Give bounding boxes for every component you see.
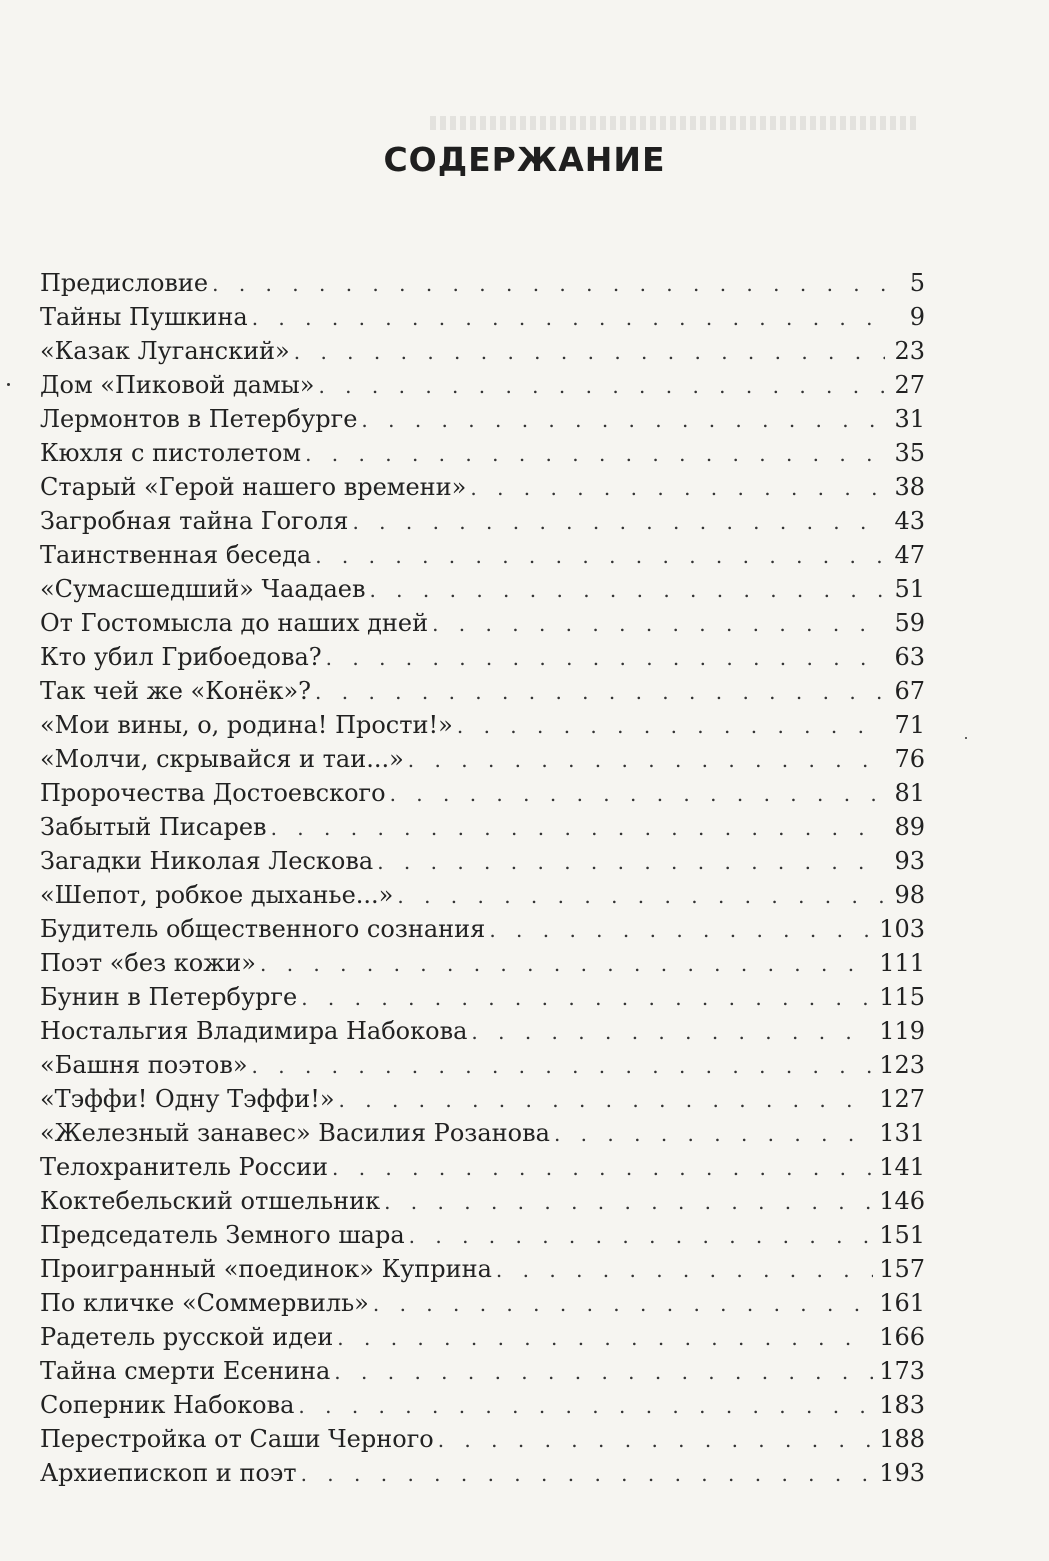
toc-entry-page: 23 <box>894 337 925 365</box>
toc-entry-page: 9 <box>909 303 925 331</box>
toc-entry-title: «Сумасшедший» Чаадаев <box>40 575 366 603</box>
toc-entry-title: Коктебельский отшельник <box>40 1187 381 1215</box>
toc-leader-dots <box>301 981 873 1015</box>
toc-entry-page: 93 <box>894 847 925 875</box>
toc-entry-page: 71 <box>894 711 925 739</box>
toc-entry-title: Архиепископ и поэт <box>40 1459 297 1487</box>
toc-leader-dots <box>496 1253 873 1287</box>
toc-leader-dots <box>352 505 885 539</box>
toc-entry-page: 81 <box>894 779 925 807</box>
toc-entry-title: Таинственная беседа <box>40 541 312 569</box>
toc-leader-dots <box>332 1151 873 1185</box>
toc-entry-page: 35 <box>894 439 925 467</box>
toc-entry <box>40 470 925 504</box>
toc-entry-page: 127 <box>879 1085 925 1113</box>
toc-entry-page: 67 <box>894 677 925 705</box>
toc-leader-dots <box>326 641 885 675</box>
toc-leader-dots <box>318 369 885 403</box>
toc-entry-title: «Молчи, скрывайся и таи...» <box>40 745 404 773</box>
toc-entry-page: 59 <box>894 609 925 637</box>
toc-entry <box>40 266 925 300</box>
toc-entry-title: Будитель общественного сознания <box>40 915 486 943</box>
toc-entry-page: 157 <box>879 1255 925 1283</box>
toc-entry <box>40 674 925 708</box>
toc-entry <box>40 334 925 368</box>
toc-entry <box>40 1388 925 1422</box>
toc-entry-page: 151 <box>879 1221 925 1249</box>
toc-entry-page: 63 <box>894 643 925 671</box>
toc-entry-title: Ностальгия Владимира Набокова <box>40 1017 468 1045</box>
toc-leader-dots <box>334 1355 873 1389</box>
toc-entry-title: Проигранный «поединок» Куприна <box>40 1255 492 1283</box>
toc-entry <box>40 844 925 878</box>
toc-leader-dots <box>554 1117 873 1151</box>
toc-entry <box>40 1082 925 1116</box>
toc-leader-dots <box>384 1185 873 1219</box>
toc-entry <box>40 368 925 402</box>
print-speck <box>965 737 967 739</box>
toc-leader-dots <box>252 301 885 335</box>
toc-leader-dots <box>409 1219 874 1253</box>
toc-leader-dots <box>252 1049 874 1083</box>
toc-entry-page: 161 <box>879 1289 925 1317</box>
toc-leader-dots <box>315 539 885 573</box>
toc-leader-dots <box>471 1015 873 1049</box>
toc-entry-title: Загадки Николая Лескова <box>40 847 374 875</box>
toc-leader-dots <box>489 913 873 947</box>
toc-entry <box>40 742 925 776</box>
toc-entry-title: «Казак Луганский» <box>40 337 290 365</box>
toc-leader-dots <box>408 743 885 777</box>
toc-entry-page: 119 <box>879 1017 925 1045</box>
toc-entry-title: «Шепот, робкое дыханье...» <box>40 881 394 909</box>
toc-entry-page: 47 <box>894 541 925 569</box>
toc-entry-title: Председатель Земного шара <box>40 1221 405 1249</box>
toc-leader-dots <box>377 845 885 879</box>
toc-leader-dots <box>397 879 885 913</box>
toc-entry-page: 183 <box>879 1391 925 1419</box>
toc-leader-dots <box>361 403 885 437</box>
toc-entry-title: Поэт «без кожи» <box>40 949 256 977</box>
toc-entry-page: 89 <box>894 813 925 841</box>
toc-entry <box>40 1150 925 1184</box>
toc-entry <box>40 810 925 844</box>
toc-entry-title: Кто убил Грибоедова? <box>40 643 322 671</box>
toc-leader-dots <box>298 1389 873 1423</box>
toc-leader-dots <box>369 573 885 607</box>
toc-entry-page: 141 <box>879 1153 925 1181</box>
toc-entry <box>40 1014 925 1048</box>
toc-entry-page: 27 <box>894 371 925 399</box>
toc-entry <box>40 1218 925 1252</box>
toc-entry-title: Радетель русской идеи <box>40 1323 334 1351</box>
toc-leader-dots <box>305 437 885 471</box>
toc-entry <box>40 878 925 912</box>
toc-leader-dots <box>301 1457 874 1491</box>
toc-entry-title: Телохранитель России <box>40 1153 328 1181</box>
toc-leader-dots <box>337 1321 873 1355</box>
toc-entry-page: 38 <box>894 473 925 501</box>
toc-entry-page: 146 <box>879 1187 925 1215</box>
toc-entry-page: 166 <box>879 1323 925 1351</box>
toc-entry-title: «Мои вины, о, родина! Прости!» <box>40 711 453 739</box>
toc-entry <box>40 946 925 980</box>
toc-entry <box>40 1252 925 1286</box>
toc-entry-page: 5 <box>909 269 925 297</box>
toc-entry-page: 115 <box>879 983 925 1011</box>
toc-leader-dots <box>457 709 885 743</box>
toc-entry-title: Лермонтов в Петербурге <box>40 405 358 433</box>
toc-entry <box>40 912 925 946</box>
toc-entry <box>40 1320 925 1354</box>
toc-entry <box>40 708 925 742</box>
toc-entry-title: «Тэффи! Одну Тэффи!» <box>40 1085 335 1113</box>
toc-entry-title: Соперник Набокова <box>40 1391 295 1419</box>
toc-entry-title: Загробная тайна Гоголя <box>40 507 349 535</box>
toc-entry <box>40 776 925 810</box>
toc-entry-page: 123 <box>879 1051 925 1079</box>
toc-entry <box>40 402 925 436</box>
reverse-side-bleed <box>430 116 920 130</box>
toc-leader-dots <box>339 1083 874 1117</box>
toc-leader-dots <box>294 335 885 369</box>
toc-entry-title: Дом «Пиковой дамы» <box>40 371 315 399</box>
toc-entry-title: Так чей же «Конёк»? <box>40 677 312 705</box>
toc-entry <box>40 1422 925 1456</box>
toc-entry <box>40 1354 925 1388</box>
toc-entry <box>40 606 925 640</box>
toc-entry-title: Тайна смерти Есенина <box>40 1357 331 1385</box>
toc-entry-title: Пророчества Достоевского <box>40 779 386 807</box>
toc-entry-title: Перестройка от Саши Черного <box>40 1425 434 1453</box>
toc-entry-page: 76 <box>894 745 925 773</box>
toc-entry <box>40 436 925 470</box>
toc-entry-title: От Гостомысла до наших дней <box>40 609 429 637</box>
toc-entry <box>40 1286 925 1320</box>
toc-entry-page: 31 <box>894 405 925 433</box>
toc-entry <box>40 640 925 674</box>
toc-leader-dots <box>438 1423 873 1457</box>
toc-leader-dots <box>315 675 885 709</box>
toc-entry-page: 131 <box>879 1119 925 1147</box>
toc-entry <box>40 538 925 572</box>
page-title: СОДЕРЖАНИЕ <box>383 140 666 179</box>
toc-leader-dots <box>260 947 873 981</box>
toc-leader-dots <box>271 811 885 845</box>
toc-entry <box>40 1116 925 1150</box>
toc-entry-title: По кличке «Соммервиль» <box>40 1289 369 1317</box>
print-speck <box>7 383 10 386</box>
toc-leader-dots <box>432 607 885 641</box>
toc-entry-title: Забытый Писарев <box>40 813 267 841</box>
toc-entry-page: 173 <box>879 1357 925 1385</box>
toc-entry-title: Предисловие <box>40 269 209 297</box>
toc-entry-page: 103 <box>879 915 925 943</box>
toc-entry <box>40 980 925 1014</box>
toc-entry <box>40 300 925 334</box>
toc-entry-page: 98 <box>894 881 925 909</box>
toc-entry-title: «Железный занавес» Василия Розанова <box>40 1119 550 1147</box>
toc-entry-title: Кюхля с пистолетом <box>40 439 302 467</box>
toc-entry <box>40 1048 925 1082</box>
toc-entry <box>40 1184 925 1218</box>
toc-entry <box>40 572 925 606</box>
toc-leader-dots <box>212 267 885 301</box>
table-of-contents <box>40 266 925 1490</box>
toc-entry-title: «Башня поэтов» <box>40 1051 248 1079</box>
toc-entry-page: 193 <box>879 1459 925 1487</box>
toc-entry-title: Тайны Пушкина <box>40 303 248 331</box>
toc-leader-dots <box>390 777 885 811</box>
toc-leader-dots <box>373 1287 873 1321</box>
toc-entry-page: 188 <box>879 1425 925 1453</box>
toc-leader-dots <box>470 471 885 505</box>
toc-entry-title: Старый «Герой нашего времени» <box>40 473 467 501</box>
toc-entry-page: 43 <box>894 507 925 535</box>
toc-entry-page: 111 <box>879 949 925 977</box>
toc-entry-page: 51 <box>894 575 925 603</box>
toc-entry <box>40 504 925 538</box>
toc-entry <box>40 1456 925 1490</box>
toc-entry-title: Бунин в Петербурге <box>40 983 298 1011</box>
